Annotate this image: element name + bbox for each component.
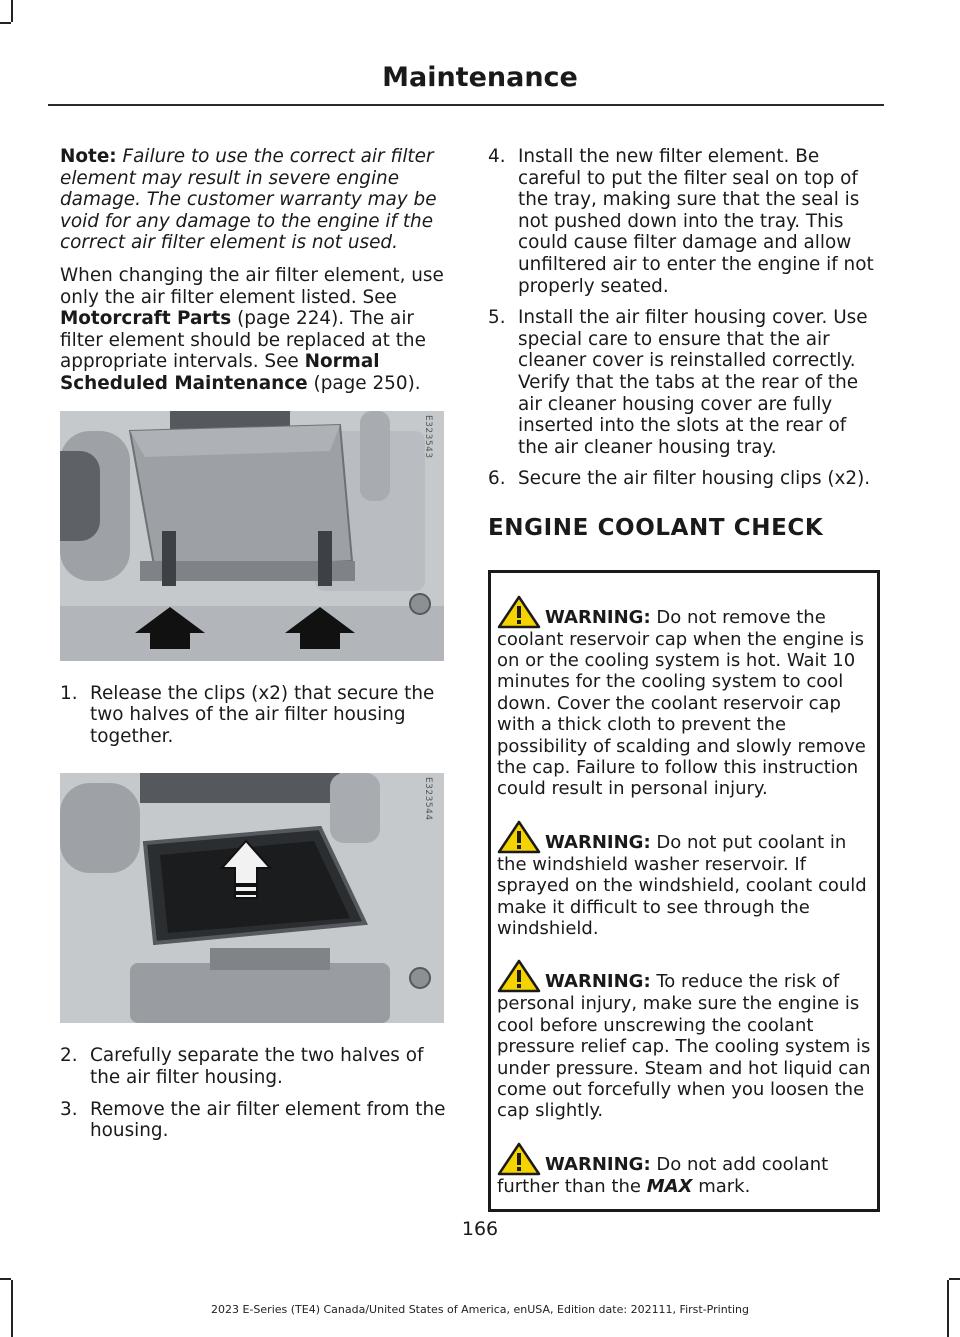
warning-item bbox=[497, 959, 871, 1121]
warning-triangle-icon bbox=[497, 595, 541, 629]
step-number: 4. bbox=[488, 146, 506, 167]
intro-text: (page 224). The air filter element should be replaced at the appropriate intervals. See bbox=[60, 308, 426, 373]
header-rule bbox=[48, 104, 884, 106]
step-text: Remove the air filter element from the housing. bbox=[90, 1098, 446, 1142]
warning-item bbox=[497, 1142, 871, 1197]
warning-label: WARNING: bbox=[545, 971, 651, 993]
warning-text: Do not remove the coolant reservoir cap when the engine is on or the cooling system is hot. Wait 10 minutes for the cooling system to cool down. Cover the coolant reservoir cap with a thick cloth to prevent the possibility of scalding and slowly remove the cap. Failure to follow this instruction could result in personal injury. bbox=[497, 606, 866, 800]
step-text: Secure the air filter housing clips (x2). bbox=[518, 468, 871, 490]
step-item bbox=[60, 683, 450, 748]
step-number: 5. bbox=[488, 307, 506, 329]
step-item bbox=[60, 1045, 450, 1088]
crop-mark bbox=[0, 22, 11, 24]
crop-mark bbox=[11, 0, 13, 22]
warning-label: WARNING: bbox=[545, 606, 651, 628]
warning-label: WARNING: bbox=[545, 831, 651, 853]
warning-triangle-icon bbox=[497, 820, 541, 854]
figure-air-filter-separated bbox=[60, 773, 444, 1023]
warning-text: mark. bbox=[698, 1175, 751, 1197]
step-text: Release the clips (x2) that secure the two halves of the air filter housing together. bbox=[90, 682, 435, 747]
warning-triangle-icon bbox=[497, 959, 541, 993]
note-text: Failure to use the correct air filter element may result in severe engine damage. The customer warranty may be void for any damage to the engine if the correct air filter element is not used. bbox=[60, 146, 437, 254]
page-number: 166 bbox=[461, 1218, 499, 1240]
scheduled-maintenance-link[interactable]: Normal Scheduled Maintenance bbox=[60, 351, 380, 394]
step-item bbox=[488, 307, 880, 458]
crop-mark bbox=[0, 1278, 11, 1280]
warning-text: Do not put coolant in the windshield washer reservoir. If sprayed on the windshield, coolant could make it difficult to see through the windshield. bbox=[497, 831, 867, 939]
warning-triangle-icon bbox=[497, 1142, 541, 1176]
motorcraft-parts-link[interactable]: Motorcraft Parts bbox=[60, 308, 232, 330]
note-paragraph bbox=[60, 146, 450, 254]
step-item bbox=[488, 146, 880, 297]
warning-item bbox=[497, 820, 871, 940]
intro-text: (page 250). bbox=[313, 372, 421, 394]
step-number: 3. bbox=[60, 1098, 78, 1120]
step-number: 1. bbox=[60, 682, 78, 704]
intro-paragraph bbox=[60, 265, 450, 395]
warning-box bbox=[488, 570, 880, 1213]
step-text: Carefully separate the two halves of the air filter housing. bbox=[90, 1045, 424, 1088]
max-mark-label: MAX bbox=[646, 1175, 693, 1197]
left-column bbox=[60, 146, 450, 1152]
figure-id: E323543 bbox=[423, 414, 433, 459]
crop-mark bbox=[949, 1278, 960, 1280]
step-item bbox=[488, 468, 880, 490]
warning-text: To reduce the risk of personal injury, make sure the engine is cool before unscrewing the coolant pressure relief cap. The cooling system is under pressure. Steam and hot liquid can come out forcefully when you loosen the cap slightly. bbox=[497, 971, 871, 1122]
intro-text: When changing the air filter element, use only the air filter element listed. See bbox=[60, 264, 444, 308]
step-number: 6. bbox=[488, 468, 506, 490]
step-text: Install the new filter element. Be careful to put the filter seal on top of the tray, making sure that the seal is not pushed down into the tray. This could cause filter damage and allow unfiltered air to enter the engine if not properly seated. bbox=[518, 146, 874, 297]
step-item bbox=[60, 1099, 450, 1142]
warning-item bbox=[497, 595, 871, 800]
warning-label: WARNING: bbox=[545, 1153, 651, 1175]
note-label: Note: bbox=[60, 146, 117, 167]
page-title: Maintenance bbox=[382, 62, 578, 93]
figure-air-filter-clips bbox=[60, 411, 444, 661]
section-heading: ENGINE COOLANT CHECK bbox=[488, 514, 824, 541]
step-text: Install the air filter housing cover. Use special care to ensure that the air cleaner cover is reinstalled correctly. Verify that the tabs at the rear of the air cleaner housing cover are fully inserted into the slots at the rear of the air cleaner housing tray. bbox=[518, 307, 868, 458]
figure-id: E323544 bbox=[423, 777, 433, 821]
step-number: 2. bbox=[60, 1045, 78, 1067]
footer-edition: 2023 E-Series (TE4) Canada/United States of America, enUSA, Edition date: 202111, First-Printing bbox=[211, 1303, 749, 1316]
right-column bbox=[488, 146, 880, 1212]
warning-text: Do not add coolant further than the bbox=[497, 1153, 829, 1197]
